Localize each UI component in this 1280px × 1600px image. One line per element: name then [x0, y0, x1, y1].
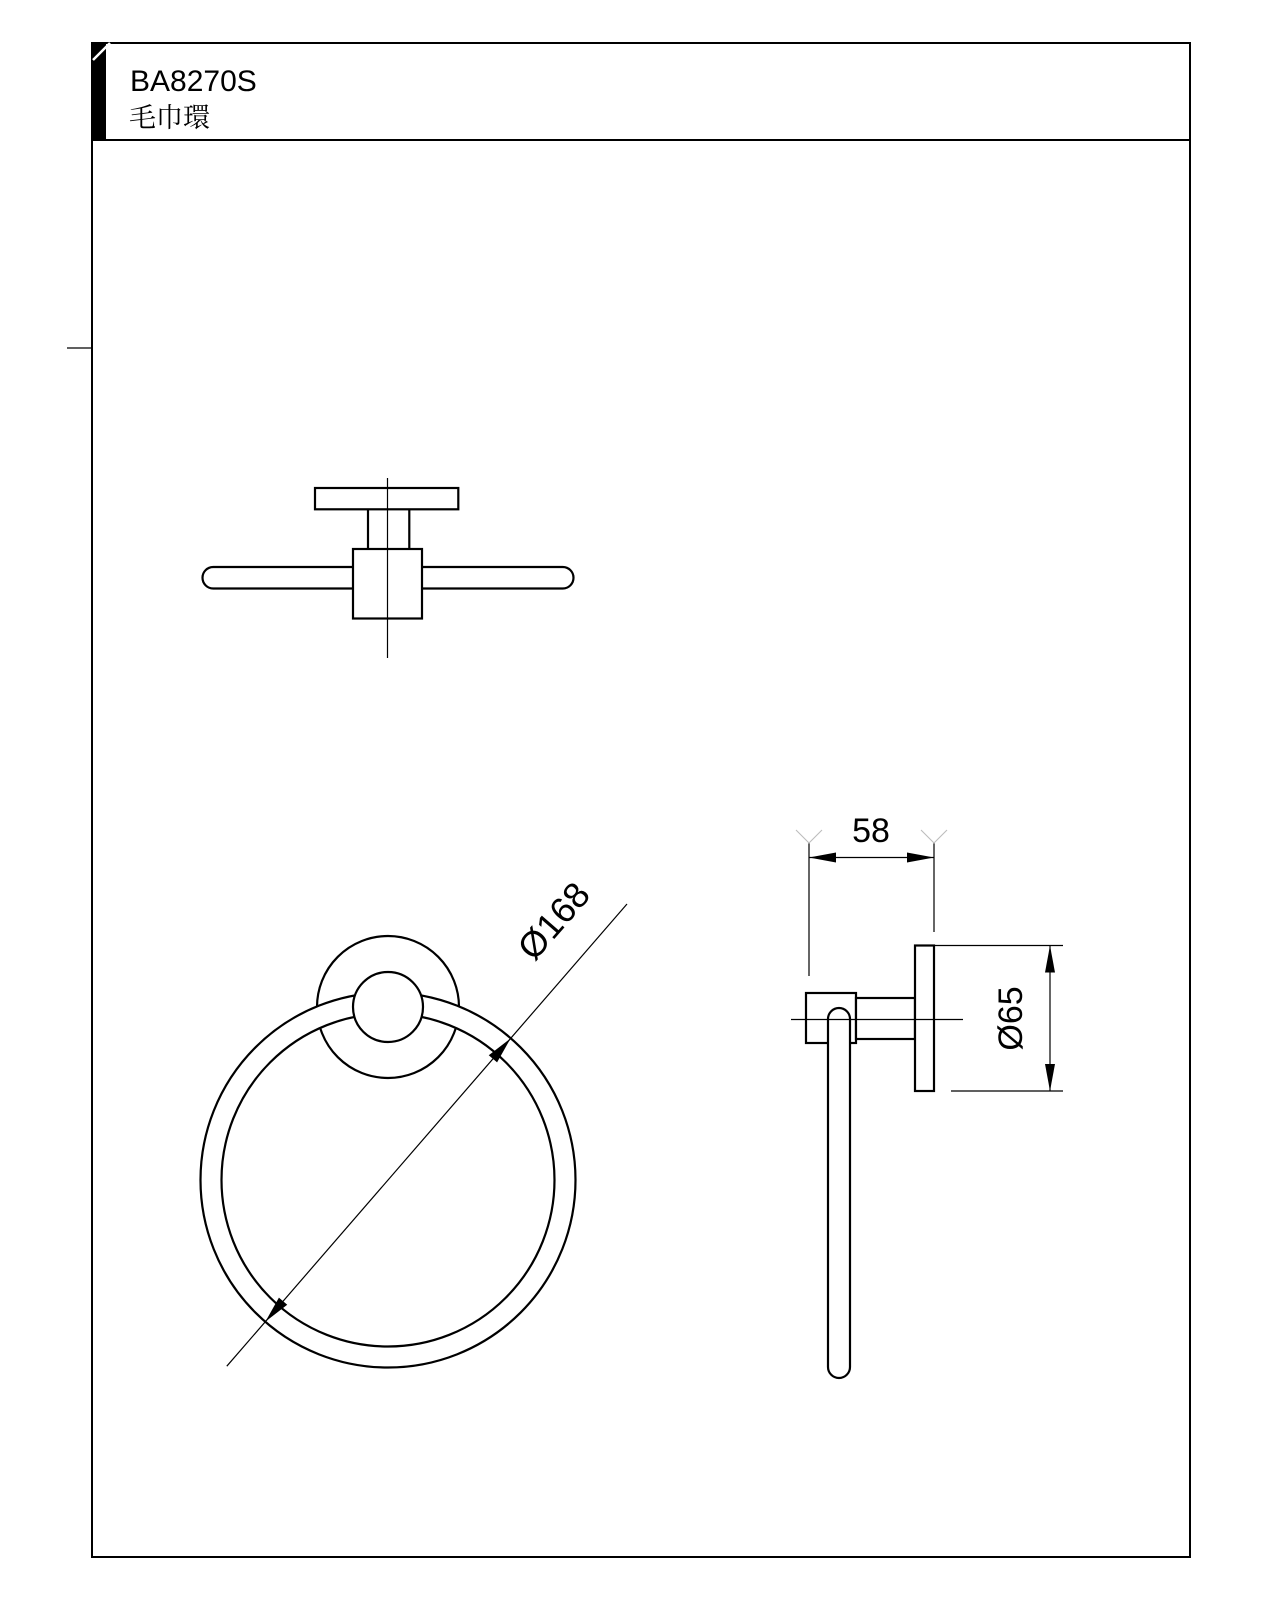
top-view-wall-plate — [315, 488, 458, 509]
flange-diameter-label: Ø65 — [992, 986, 1030, 1051]
top-view — [203, 478, 574, 658]
side-view-wall-plate — [915, 946, 934, 1092]
depth-extension-tick-left — [796, 830, 822, 843]
depth-label: 58 — [852, 812, 890, 850]
depth-arrow-left-icon — [809, 853, 836, 863]
product-name: 毛巾環 — [129, 103, 210, 133]
side-view — [791, 812, 1063, 1378]
flange-dimension — [934, 946, 1063, 1092]
front-view-post-circle — [353, 972, 423, 1042]
model-number: BA8270S — [130, 65, 257, 98]
flange-arrow-bottom-icon — [1045, 1064, 1055, 1091]
page-frame — [67, 43, 1190, 1557]
front-view — [201, 874, 628, 1367]
ring-diameter-label: Ø168 — [509, 874, 598, 968]
page-border — [92, 43, 1190, 1557]
side-view-ring — [828, 1008, 850, 1378]
side-view-arm — [856, 998, 915, 1039]
depth-extension-tick-right — [921, 830, 947, 843]
depth-arrow-right-icon — [907, 853, 934, 863]
flange-arrow-top-icon — [1045, 946, 1055, 973]
